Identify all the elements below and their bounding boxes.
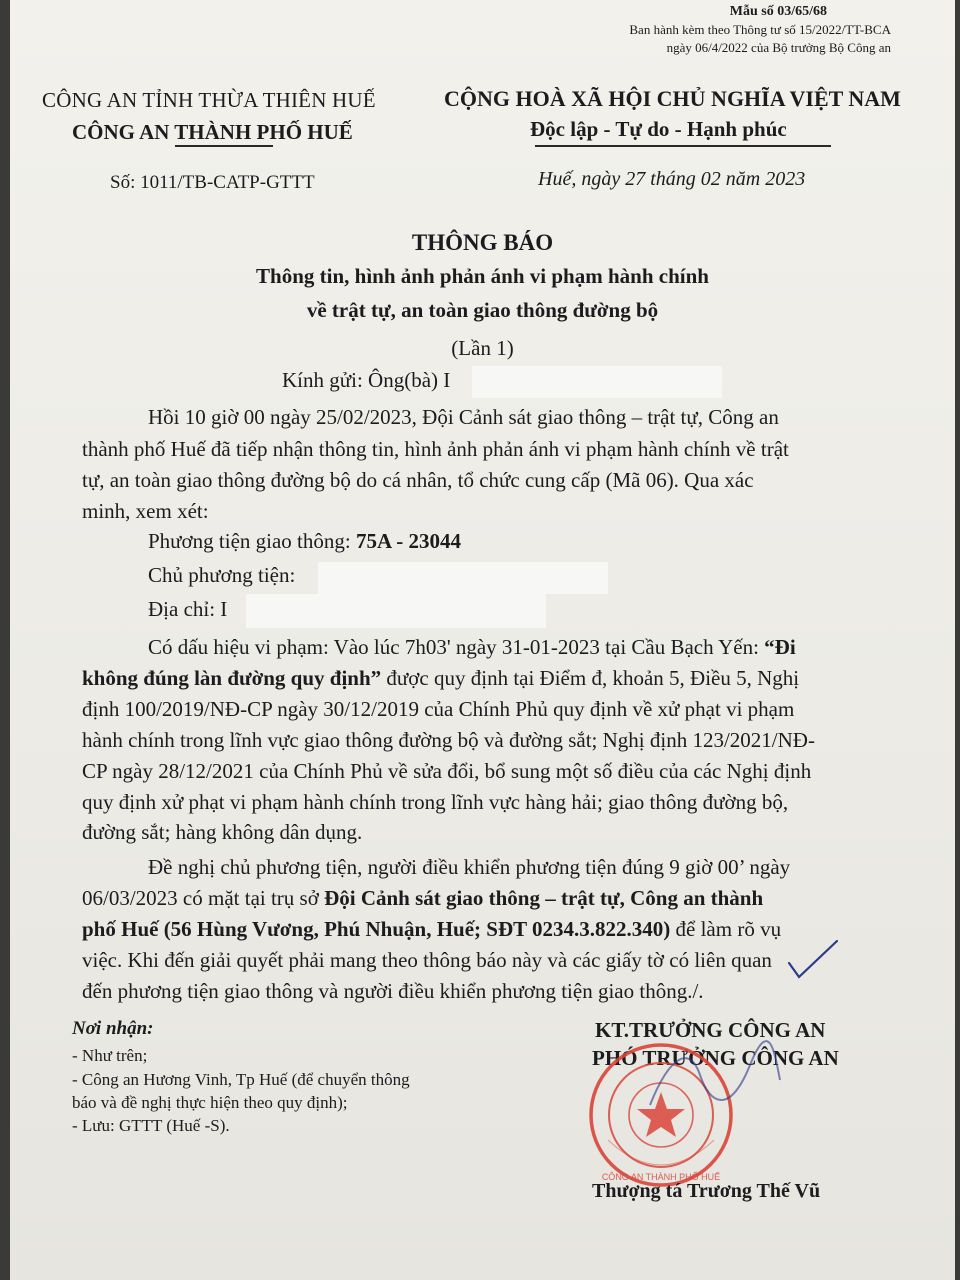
intro-line: tự, an toàn giao thông đường bộ do cá nhân, tổ chức cung cấp (Mã 06). Qua xác [82, 468, 754, 492]
owner-label: Chủ phương tiện: [148, 563, 296, 587]
motto-underline [535, 145, 831, 147]
recipient-item: - Lưu: GTTT (Huế -S). [72, 1116, 230, 1135]
request-line [82, 886, 763, 911]
violation-quote: không đúng làn đường quy định” [82, 666, 382, 690]
request-line: đến phương tiện giao thông và người điều khiển phương tiện giao thông./. [82, 979, 704, 1003]
recipients-title: Nơi nhận: [72, 1018, 154, 1039]
intro-line: Hồi 10 giờ 00 ngày 25/02/2023, Đội Cảnh sát giao thông – trật tự, Công an [148, 405, 779, 429]
agency-name: CÔNG AN THÀNH PHỐ HUẾ [72, 120, 353, 144]
form-issued-line-2: ngày 06/4/2022 của Bộ trưởng Bộ Công an [666, 40, 891, 55]
request-line: Đề nghị chủ phương tiện, người điều khiển phương tiện đúng 9 giờ 00’ ngày [148, 855, 791, 879]
violation-line: đường sắt; hàng không dân dụng. [82, 820, 363, 844]
request-line: việc. Khi đến giải quyết phải mang theo thông báo này và các giấy tờ có liên quan [82, 948, 772, 972]
redacted-owner [318, 562, 608, 594]
violation-quote-start: “Đi [764, 635, 796, 659]
violation-line: CP ngày 28/12/2021 của Chính Phủ về sửa đổi, bổ sung một số điều của các Nghị định [82, 759, 812, 783]
recipient-item: - Như trên; [72, 1046, 148, 1065]
violation-line: định 100/2019/NĐ-CP ngày 30/12/2019 của Chính Phủ quy định về xử phạt vi phạm [82, 697, 795, 721]
form-issued-line-1: Ban hành kèm theo Thông tư số 15/2022/TT-BCA [629, 22, 891, 37]
intro-line: minh, xem xét: [82, 499, 209, 523]
recipient-item: - Công an Hương Vinh, Tp Huế (để chuyển thông [72, 1070, 410, 1089]
document-date: Huế, ngày 27 tháng 02 năm 2023 [538, 168, 806, 190]
violation-line [148, 635, 796, 660]
recipient-line: Kính gửi: Ông(bà) I [282, 368, 451, 392]
attempt-number: (Lần 1) [451, 336, 514, 360]
nation-motto: Độc lập - Tự do - Hạnh phúc [530, 117, 787, 141]
document-subtitle-1: Thông tin, hình ảnh phản ánh vi phạm hành chính [256, 264, 709, 288]
violation-line [82, 666, 799, 691]
vehicle-label: Phương tiện giao thông: [148, 529, 356, 553]
address-label: Địa chỉ: I [148, 597, 228, 621]
violation-lead: Có dấu hiệu vi phạm: Vào lúc 7h03' ngày 31-01-2023 tại Cầu Bạch Yến: [148, 635, 765, 659]
signature-title-1: KT.TRƯỞNG CÔNG AN [595, 1018, 826, 1042]
recipient-item: báo và đề nghị thực hiện theo quy định); [72, 1093, 348, 1112]
signature-title-2: PHÓ TRƯỞNG CÔNG AN [592, 1046, 839, 1070]
request-line [82, 917, 781, 942]
violation-line: quy định xử phạt vi phạm hành chính trong lĩnh vực hàng hải; giao thông đường bộ, [82, 790, 789, 814]
redacted-recipient-name [472, 366, 722, 398]
nation-name: CỘNG HOÀ XÃ HỘI CHỦ NGHĨA VIỆT NAM [444, 86, 901, 111]
request-lead: 06/03/2023 có mặt tại trụ sở [82, 886, 325, 910]
document-page [10, 0, 955, 1280]
document-title: THÔNG BÁO [411, 230, 554, 255]
vehicle-plate: 75A - 23044 [355, 529, 461, 553]
form-number: Mẫu số 03/65/68 [729, 4, 827, 19]
request-tail: để làm rõ vụ [670, 917, 782, 941]
agency-parent: CÔNG AN TỈNH THỪA THIÊN HUẾ [42, 88, 376, 112]
request-address: phố Huế (56 Hùng Vương, Phú Nhuận, Huế; SĐT 0234.3.822.340) [82, 917, 671, 941]
intro-line: thành phố Huế đã tiếp nhận thông tin, hình ảnh phản ánh vi phạm hành chính về trật [82, 437, 789, 461]
request-office: Đội Cảnh sát giao thông – trật tự, Công an thành [324, 886, 764, 910]
signer-name: Thượng tá Trương Thế Vũ [592, 1180, 821, 1202]
violation-ref: được quy định tại Điểm đ, khoản 5, Điều 5, Nghị [381, 666, 800, 690]
handwritten-tick-mark [785, 935, 845, 985]
handwritten-signature [640, 1035, 790, 1125]
agency-underline [175, 145, 273, 147]
document-subtitle-2: về trật tự, an toàn giao thông đường bộ [306, 298, 659, 322]
violation-line: hành chính trong lĩnh vực giao thông đường bộ và đường sắt; Nghị định 123/2021/NĐ- [82, 728, 815, 752]
document-number: Số: 1011/TB-CATP-GTTT [110, 172, 315, 193]
seal-text: CÔNG AN THÀNH PHỐ HUẾ [601, 1172, 721, 1182]
vehicle-line [148, 529, 461, 554]
redacted-address [246, 594, 546, 628]
